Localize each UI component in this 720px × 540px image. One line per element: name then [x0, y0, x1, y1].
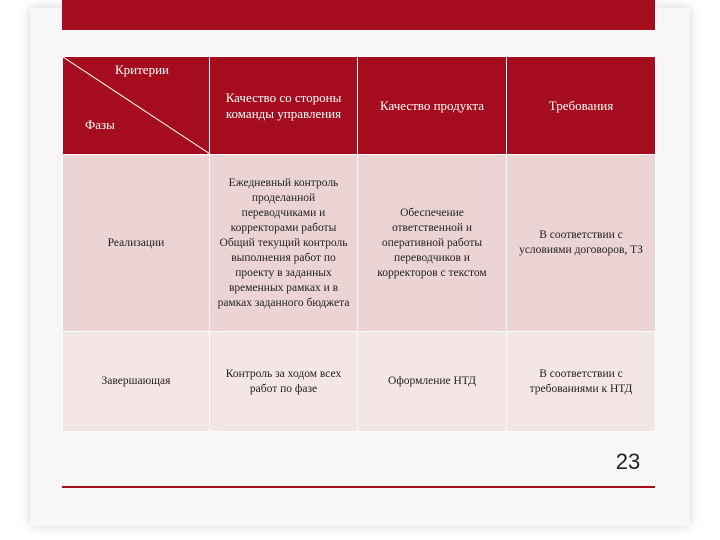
phase-cell: Завершающая [63, 332, 210, 432]
header-cell-requirements: Требования [507, 57, 656, 155]
corner-label-criteria: Критерии [115, 62, 169, 77]
product-quality-cell: Обеспечение ответственной и оперативной работы переводчиков и корректоров с текстом [358, 155, 507, 332]
requirements-cell: В соответствии с условиями договоров, ТЗ [507, 155, 656, 332]
phase-cell: Реализации [63, 155, 210, 332]
table-header-row [63, 57, 656, 155]
page-number: 23 [615, 449, 641, 474]
table-row [63, 155, 656, 332]
corner-cell [63, 57, 210, 155]
footer-divider [62, 486, 655, 488]
title-bar [62, 0, 655, 30]
team-quality-cell: Контроль за ходом всех работ по фазе [210, 332, 358, 432]
requirements-cell: В соответствии с требованиями к НТД [507, 332, 656, 432]
header-cell-product-quality: Качество продукта [358, 57, 507, 155]
corner-label-phases: Фазы [85, 117, 115, 132]
team-quality-cell: Ежедневный контроль проделанной переводчиками и корректорами работы Общий текущий контроль выполнения работ по проекту в заданных временных рамках и в рамках заданного бюджета [210, 155, 358, 332]
table-row [63, 332, 656, 432]
criteria-table [62, 56, 656, 432]
product-quality-cell: Оформление НТД [358, 332, 507, 432]
header-cell-team-quality: Качество со стороны команды управления [210, 57, 358, 155]
